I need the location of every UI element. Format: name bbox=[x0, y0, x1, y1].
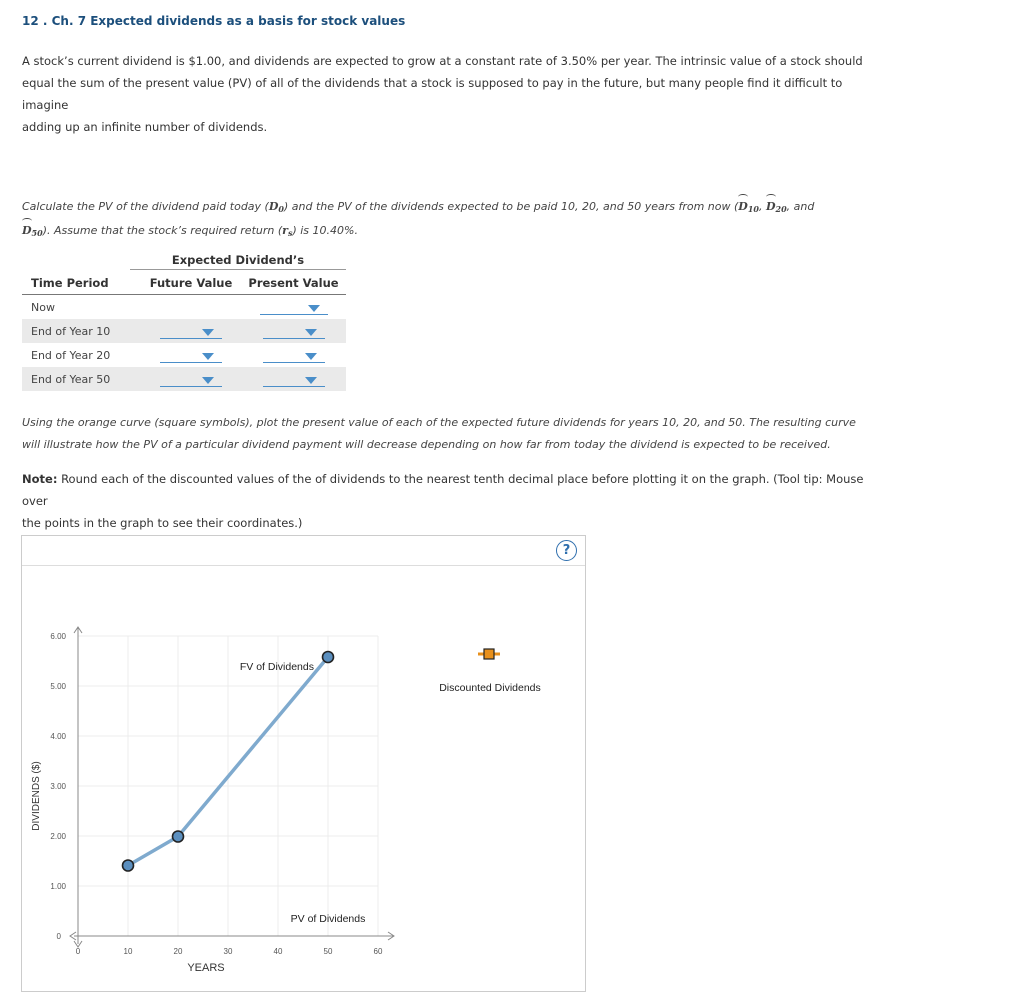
note-line: the points in the graph to see their coordinates.) bbox=[22, 516, 303, 530]
math-sub: 50 bbox=[31, 228, 43, 238]
row-label: End of Year 20 bbox=[31, 348, 111, 362]
y-tick-label: 5.00 bbox=[50, 682, 66, 691]
fv-year50-dropdown[interactable] bbox=[160, 372, 222, 387]
table-row bbox=[22, 367, 346, 391]
x-tick-label: 0 bbox=[75, 947, 81, 956]
pv-now-dropdown[interactable] bbox=[260, 300, 328, 315]
fv-year20-dropdown[interactable] bbox=[160, 348, 222, 363]
x-tick-label: 20 bbox=[173, 947, 183, 956]
empty-cell bbox=[141, 295, 241, 320]
question-text: , and bbox=[786, 200, 815, 213]
y-axis-title: DIVIDENDS ($) bbox=[31, 761, 42, 831]
question-text: Calculate the PV of the dividend paid today ( bbox=[22, 200, 269, 213]
table-row bbox=[22, 319, 346, 343]
math-sub: 0 bbox=[278, 204, 284, 214]
col-header-present-value: Present Value bbox=[241, 272, 346, 295]
group-header-label: Expected Dividend’s bbox=[130, 253, 346, 270]
question-plot-instructions bbox=[22, 412, 892, 456]
math-d: D bbox=[268, 200, 279, 213]
note-label: Note: bbox=[22, 472, 58, 486]
pv-series-label: PV of Dividends bbox=[290, 913, 366, 925]
math-d-hat: D bbox=[22, 220, 32, 242]
table-row bbox=[22, 343, 346, 367]
row-label: Now bbox=[31, 300, 55, 314]
fv-series-label: FV of Dividends bbox=[239, 661, 314, 673]
y-tick-label: 4.00 bbox=[50, 732, 66, 741]
legend-label: Discounted Dividends bbox=[439, 682, 541, 694]
math-r: r bbox=[282, 224, 288, 237]
y-tick-label: 2.00 bbox=[50, 832, 66, 841]
question-pv-instructions: Calculate the PV of the dividend paid today (D0) and the PV of the dividends expected to be paid 10, 20, and 50 years from now (D10, D20, and D50). Assume that the stock’s required return (rs) is 10.40%. bbox=[22, 196, 892, 244]
row-label: End of Year 10 bbox=[22, 319, 141, 343]
x-axis-title: YEARS bbox=[187, 962, 225, 974]
table-group-header bbox=[22, 250, 346, 272]
y-tick-label: 1.00 bbox=[50, 882, 66, 891]
y-tick-label: 6.00 bbox=[50, 632, 66, 641]
fv-year10-dropdown[interactable] bbox=[160, 324, 222, 339]
col-header-future-value: Future Value bbox=[141, 272, 241, 295]
pv-year10-dropdown[interactable] bbox=[263, 324, 325, 339]
col-header-time-period: Time Period bbox=[22, 272, 141, 295]
intro-line: A stock’s current dividend is $1.00, and dividends are expected to grow at a constant rate of 3.50% per year. The intrinsic value of a stock should bbox=[22, 54, 863, 68]
x-tick-label: 50 bbox=[323, 947, 333, 956]
help-icon[interactable]: ? bbox=[556, 540, 577, 561]
table-row bbox=[22, 295, 346, 320]
fv-data-point bbox=[173, 831, 184, 842]
row-label: End of Year 50 bbox=[22, 367, 141, 391]
dividends-table bbox=[22, 250, 346, 391]
x-tick-label: 40 bbox=[273, 947, 283, 956]
question-text: ) is 10.40%. bbox=[292, 224, 358, 237]
pv-year50-dropdown[interactable] bbox=[263, 372, 325, 387]
y-tick-label: 3.00 bbox=[50, 782, 66, 791]
graph-panel bbox=[21, 535, 586, 992]
fv-data-point bbox=[323, 652, 334, 663]
math-sub: s bbox=[287, 228, 293, 238]
y-tick-label: 0 bbox=[56, 932, 61, 941]
pv-year20-dropdown[interactable] bbox=[263, 348, 325, 363]
intro-line: equal the sum of the present value (PV) of all of the dividends that a stock is supposed to pay in the future, but many people find it difficult to imagine bbox=[22, 76, 843, 112]
note-line: Round each of the discounted values of the of dividends to the nearest tenth decimal place before plotting it on the graph. (Tool tip: Mouse over bbox=[22, 472, 864, 508]
question-text: ) and the PV of the dividends expected to be paid 10, 20, and 50 years from now ( bbox=[283, 200, 739, 213]
x-tick-label: 10 bbox=[123, 947, 133, 956]
x-tick-label: 30 bbox=[223, 947, 233, 956]
dividends-chart[interactable] bbox=[22, 536, 585, 991]
math-d-hat: D bbox=[738, 196, 748, 218]
page-title: 12 . Ch. 7 Expected dividends as a basis for stock values bbox=[22, 14, 406, 28]
fv-data-point bbox=[123, 860, 134, 871]
legend-square-marker[interactable] bbox=[484, 649, 494, 659]
math-sub: 10 bbox=[747, 204, 759, 214]
intro-text bbox=[22, 50, 892, 138]
question-line: Using the orange curve (square symbols), plot the present value of each of the expected future dividends for years 10, 20, and 50. The resulting curve bbox=[22, 416, 856, 429]
x-tick-label: 60 bbox=[373, 947, 383, 956]
question-text: ). Assume that the stock’s required return ( bbox=[42, 224, 283, 237]
question-line: will illustrate how the PV of a particular dividend payment will decrease depending on how far from today the dividend is expected to be received. bbox=[22, 438, 831, 451]
math-d-hat: D bbox=[766, 196, 776, 218]
math-sub: 20 bbox=[775, 204, 787, 214]
intro-line: adding up an infinite number of dividends. bbox=[22, 120, 268, 134]
note-text bbox=[22, 468, 892, 534]
